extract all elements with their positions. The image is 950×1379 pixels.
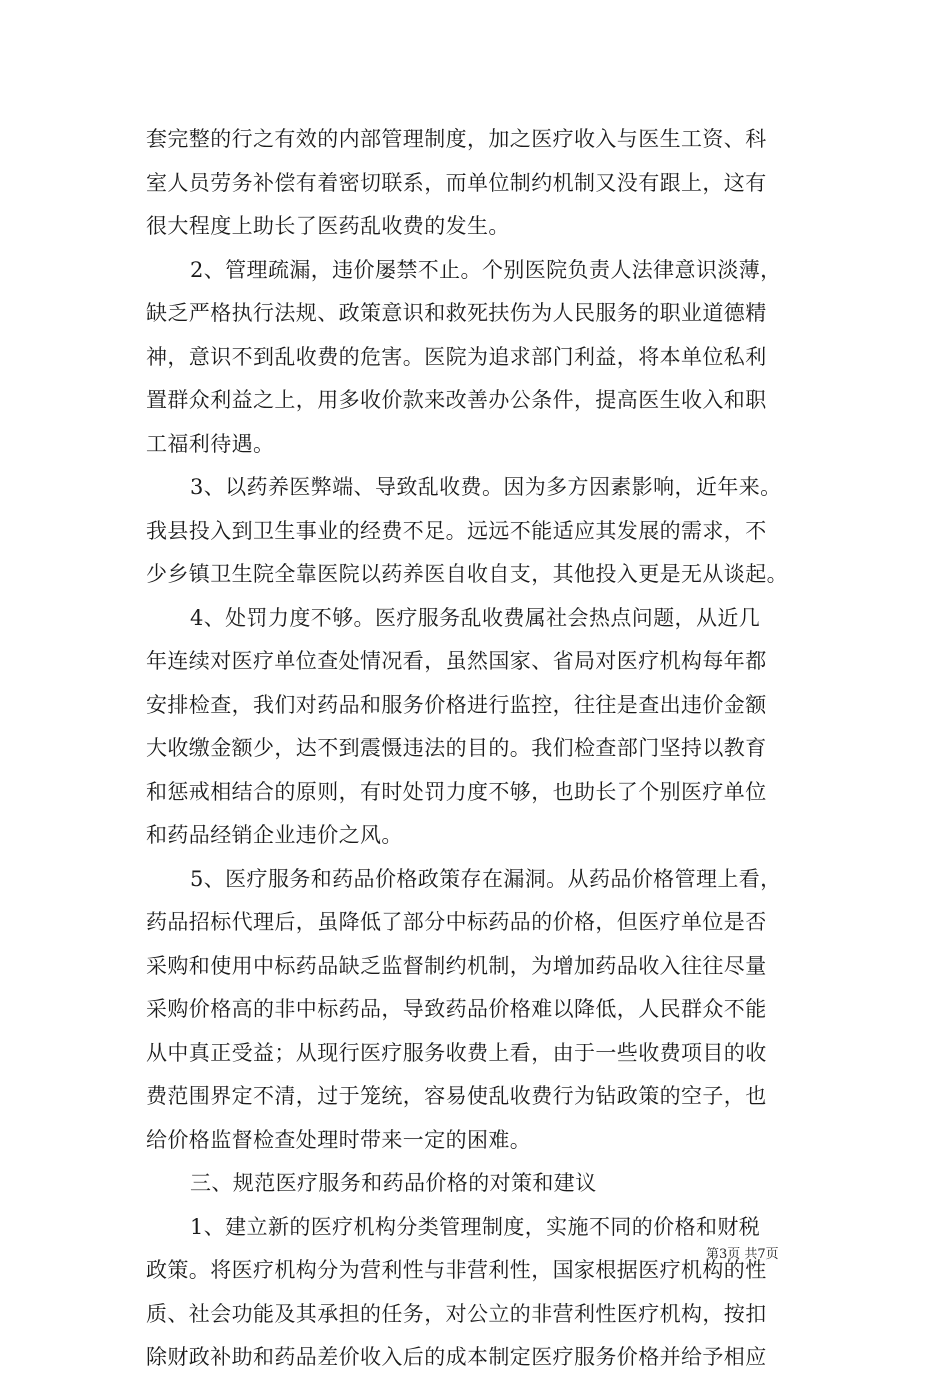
text-line: 除财政补助和药品差价收入后的成本制定医疗服务价格并给予相应 bbox=[146, 1345, 767, 1369]
text-line: 套完整的行之有效的内部管理制度，加之医疗收入与医生工资、科 bbox=[146, 127, 767, 151]
text-line: 3、以药养医弊端、导致乱收费。因为多方因素影响，近年来。 bbox=[190, 475, 782, 499]
text-line: 三、规范医疗服务和药品价格的对策和建议 bbox=[190, 1171, 597, 1195]
text-line: 我县投入到卫生事业的经费不足。远远不能适应其发展的需求，不 bbox=[146, 518, 767, 543]
page-number: 第3页 共7页 bbox=[706, 1247, 779, 1262]
text-line: 给价格监督检查处理时带来一定的困难。 bbox=[146, 1127, 532, 1152]
text-line: 大收缴金额少，达不到震慑违法的目的。我们检查部门坚持以教育 bbox=[146, 736, 767, 760]
text-line: 年连续对医疗单位查处情况看，虽然国家、省局对医疗机构每年都 bbox=[146, 649, 767, 673]
text-line: 药品招标代理后，虽降低了部分中标药品的价格，但医疗单位是否 bbox=[146, 910, 767, 934]
text-line: 4、处罚力度不够。医疗服务乱收费属社会热点问题，从近几 bbox=[190, 605, 761, 630]
text-line: 神，意识不到乱收费的危害。医院为追求部门利益，将本单位私利 bbox=[146, 344, 767, 369]
text-line: 和药品经销企业违价之风。 bbox=[146, 823, 403, 847]
text-line: 政策。将医疗机构分为营利性与非营利性，国家根据医疗机构的性 bbox=[146, 1258, 767, 1282]
text-line: 2、管理疏漏，违价屡禁不止。个别医院负责人法律意识淡薄， bbox=[190, 257, 782, 282]
text-line: 采购和使用中标药品缺乏监督制约机制，为增加药品收入往往尽量 bbox=[146, 953, 767, 978]
text-line: 1、建立新的医疗机构分类管理制度，实施不同的价格和财税 bbox=[190, 1214, 761, 1239]
text-line: 质、社会功能及其承担的任务，对公立的非营利性医疗机构，按扣 bbox=[146, 1301, 767, 1326]
text-line: 采购价格高的非中标药品，导致药品价格难以降低，人民群众不能 bbox=[146, 997, 767, 1021]
text-line: 从中真正受益；从现行医疗服务收费上看，由于一些收费项目的收 bbox=[146, 1040, 767, 1065]
text-line: 5、医疗服务和药品价格政策存在漏洞。从药品价格管理上看， bbox=[190, 866, 782, 891]
text-line: 费范围界定不清，过于笼统，容易使乱收费行为钻政策的空子，也 bbox=[146, 1084, 767, 1108]
text-line: 缺乏严格执行法规、政策意识和救死扶伤为人民服务的职业道德精 bbox=[146, 301, 767, 325]
text-line: 室人员劳务补偿有着密切联系，而单位制约机制又没有跟上，这有 bbox=[146, 170, 767, 195]
text-line: 置群众利益之上，用多收价款来改善办公条件，提高医生收入和职 bbox=[146, 388, 767, 412]
text-line: 工福利待遇。 bbox=[146, 431, 275, 456]
text-line: 和惩戒相结合的原则，有时处罚力度不够，也助长了个别医疗单位 bbox=[146, 779, 767, 804]
text-line: 很大程度上助长了医药乱收费的发生。 bbox=[146, 214, 510, 238]
text-line: 安排检查，我们对药品和服务价格进行监控，往往是查出违价金额 bbox=[146, 692, 767, 717]
text-line: 少乡镇卫生院全靠医院以药养医自收自支，其他投入更是无从谈起。 bbox=[146, 562, 788, 586]
